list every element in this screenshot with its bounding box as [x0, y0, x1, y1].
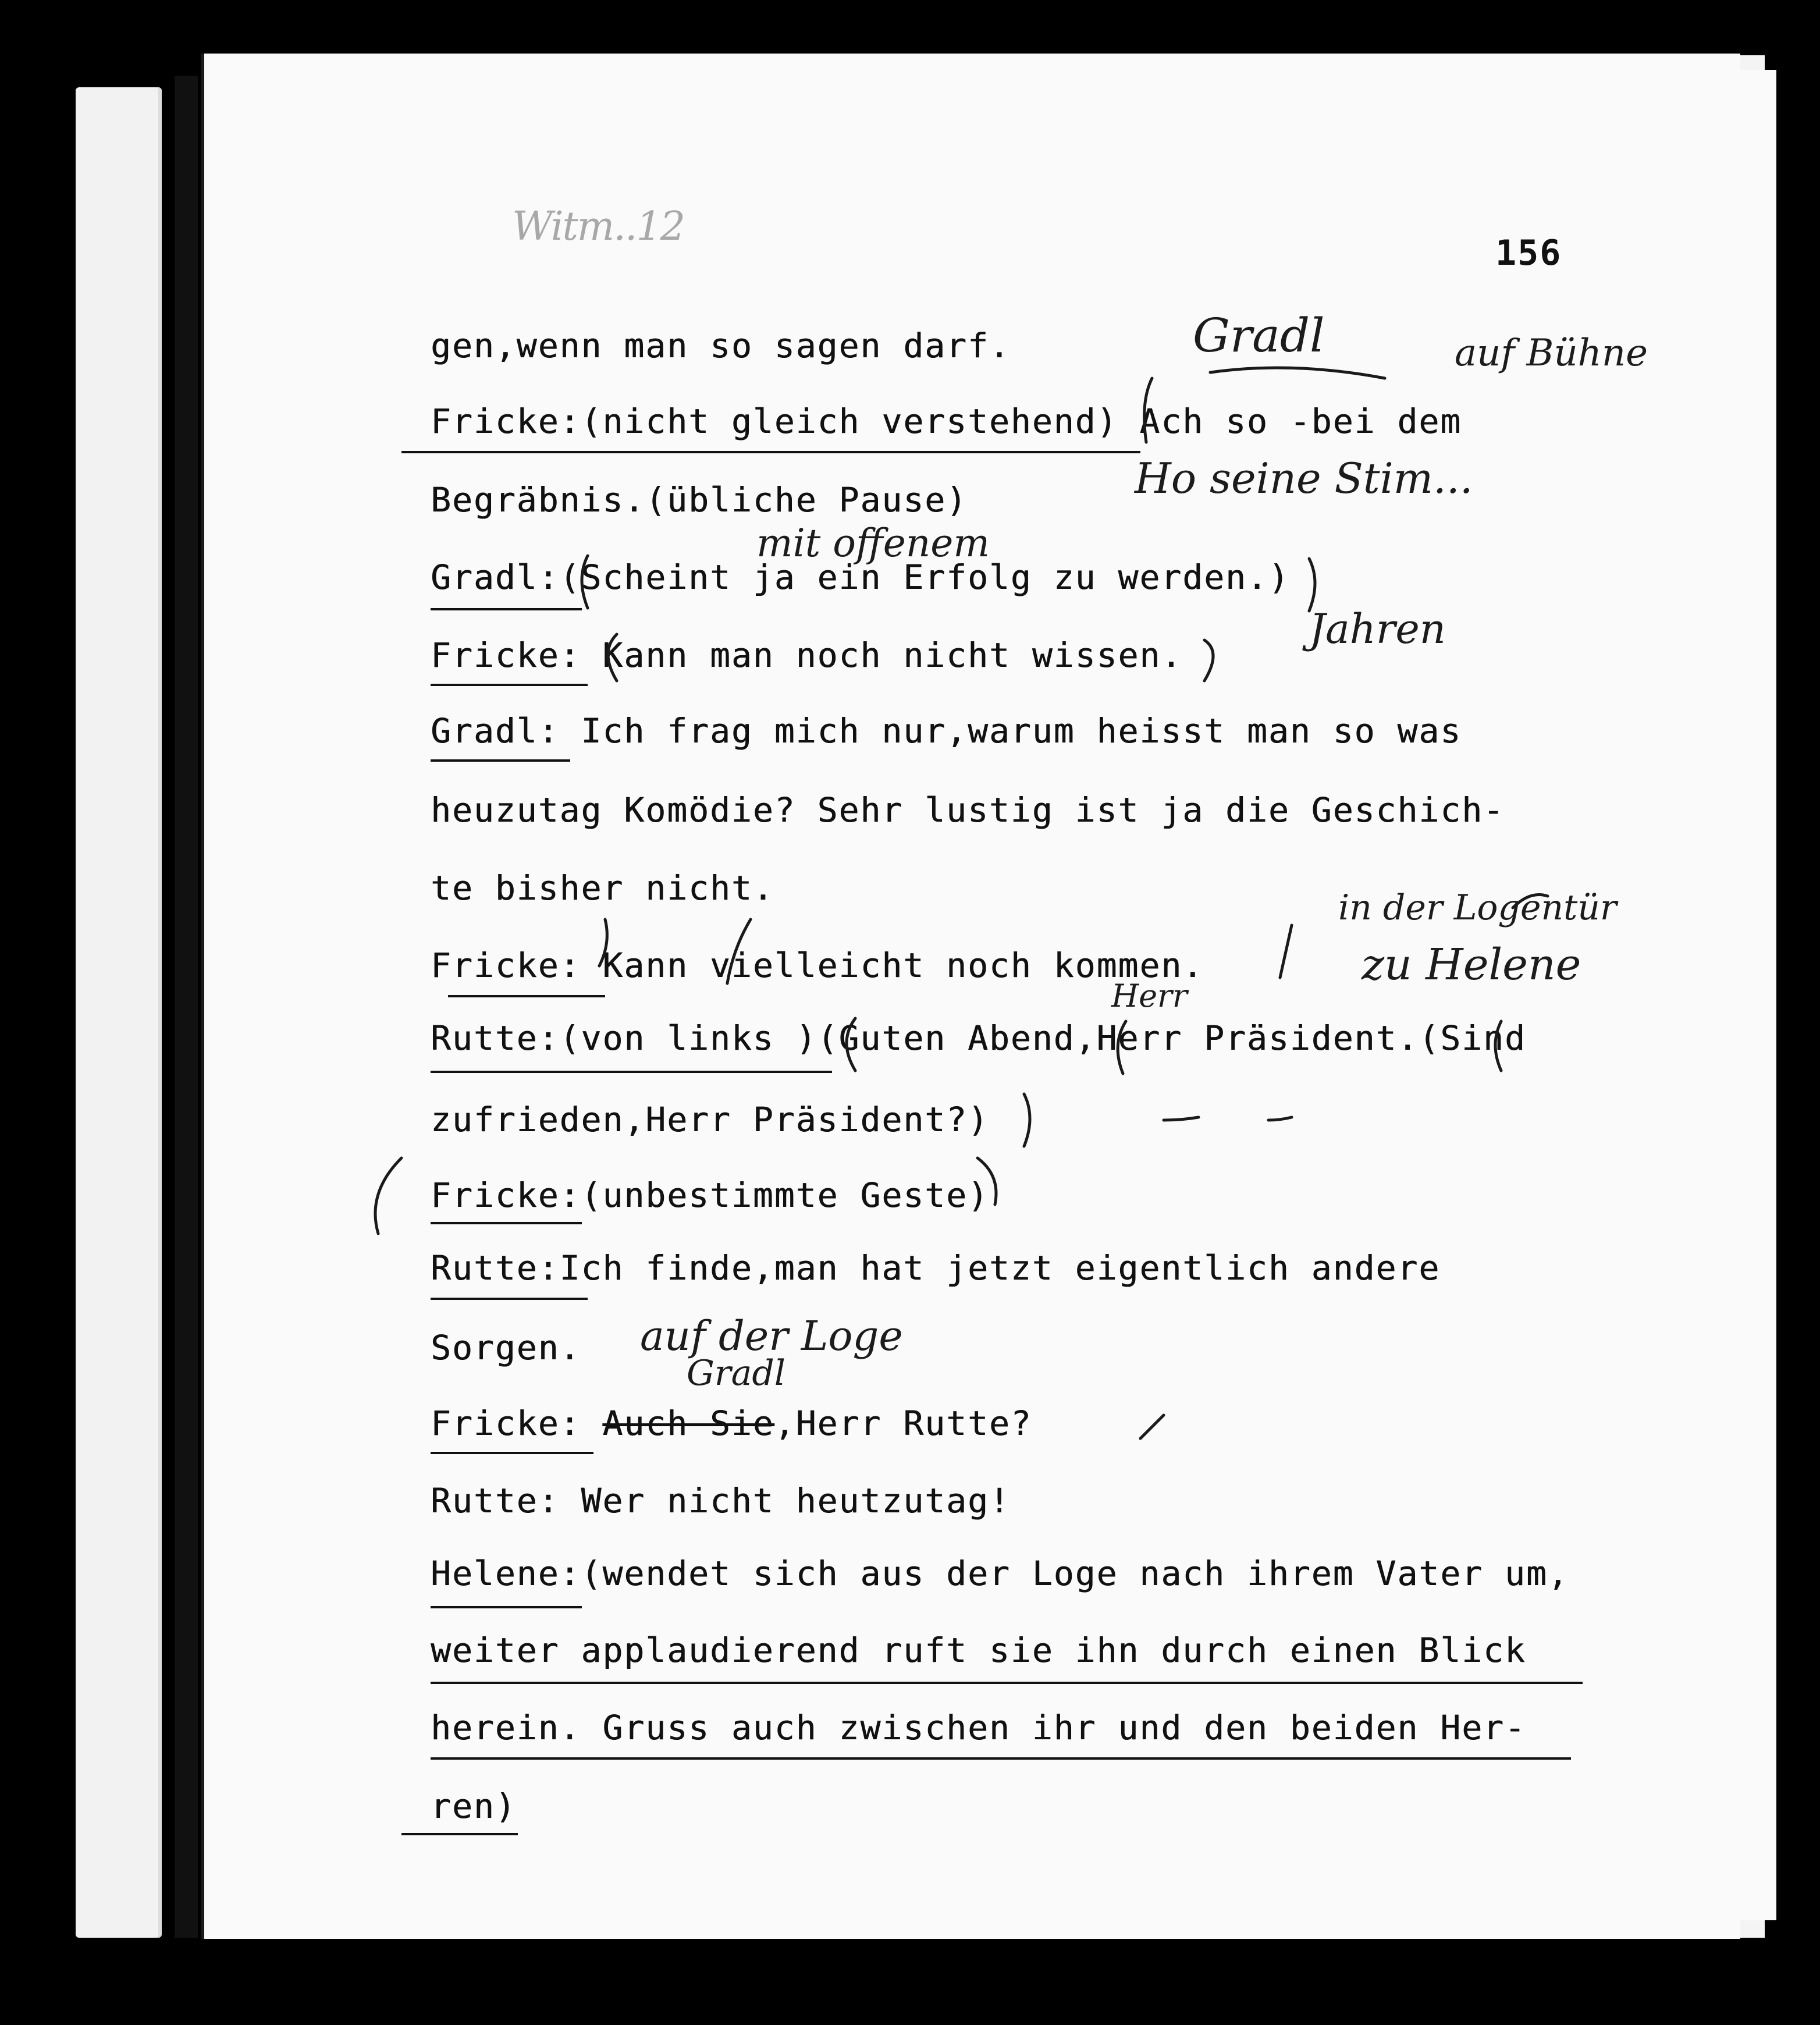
pencil-arc	[1210, 368, 1385, 378]
text-line-8: te bisher nicht.	[431, 868, 774, 908]
pencil-bracket	[1309, 559, 1315, 611]
pencil-bracket	[847, 1018, 855, 1071]
pencil-stroke	[1268, 1117, 1292, 1120]
pencil-bracket	[1118, 1021, 1126, 1074]
pencil-bracket	[1495, 1021, 1501, 1071]
text-line-17: Helene:(wendet sich aus der Loge nach ihrem Vater um,	[431, 1554, 1569, 1593]
handwritten-note: Herr	[1111, 978, 1188, 1014]
text-line-18: weiter applaudierend ruft sie ihn durch einen Blick	[431, 1630, 1526, 1670]
text-line-2: Fricke:(nicht gleich verstehend) Ach so -bei dem	[431, 402, 1462, 441]
text-line-20: ren)	[431, 1786, 517, 1826]
pencil-stroke	[1164, 1117, 1199, 1120]
faded-stamp: Witm..12	[512, 204, 685, 250]
text-line-12: Fricke:(unbestimmte Geste)	[431, 1175, 989, 1215]
handwritten-note: Ho seine Stim...	[1135, 454, 1473, 503]
pencil-stroke	[1140, 1415, 1164, 1438]
text-line-11: zufrieden,Herr Präsident?)	[431, 1100, 989, 1139]
pencil-bracket	[608, 634, 617, 681]
page-number: 156	[1495, 233, 1562, 273]
pencil-bracket	[1144, 378, 1152, 442]
text-line-16: Rutte: Wer nicht heutzutag!	[431, 1481, 1011, 1520]
text-line-4: Gradl:(Scheint ja ein Erfolg zu werden.)	[431, 557, 1290, 597]
text-line-9: Fricke: Kann vielleicht noch kommen.	[431, 946, 1204, 985]
text-line-7: heuzutag Komödie? Sehr lustig ist ja die Geschich-	[431, 790, 1505, 830]
text-line-10: Rutte:(von links )(Guten Abend,Herr Präsident.(Sind	[431, 1018, 1526, 1058]
handwritten-note: Gradl	[1193, 308, 1325, 363]
pencil-stroke	[1513, 895, 1548, 908]
pencil-stroke	[977, 1158, 996, 1205]
handwritten-note: Jahren	[1309, 605, 1446, 653]
handwritten-note: Gradl	[687, 1353, 785, 1394]
text-line-14: Sorgen.	[431, 1328, 581, 1367]
handwritten-note: zu Helene	[1362, 940, 1581, 990]
struck-text: Auch Sie	[602, 1404, 774, 1443]
text-line-19: herein. Gruss auch zwischen ihr und den beiden Her-	[431, 1708, 1526, 1747]
pencil-stroke	[727, 919, 751, 983]
text-line-13: Rutte:Ich finde,man hat jetzt eigentlich andere	[431, 1248, 1441, 1288]
pencil-stroke	[1280, 925, 1292, 978]
handwritten-note: mit offenem	[756, 521, 990, 566]
handwritten-note: in der Logentür	[1338, 887, 1617, 928]
text-line-15: Fricke: Auch Sie,Herr Rutte?	[431, 1404, 1032, 1443]
handwritten-note: auf der Loge	[640, 1312, 903, 1360]
pencil-stroke	[599, 919, 607, 966]
text-line-6: Gradl: Ich frag mich nur,warum heisst man so was	[431, 711, 1462, 751]
handwritten-note: auf Bühne	[1455, 332, 1648, 375]
pencil-bracket	[1204, 640, 1213, 681]
pencil-bracket	[1024, 1094, 1030, 1146]
text-line-1: gen,wenn man so sagen darf.	[431, 326, 1011, 365]
text-line-3: Begräbnis.(übliche Pause)	[431, 480, 968, 520]
text-line-5: Fricke: Kann man noch nicht wissen.	[431, 635, 1183, 675]
pencil-bracket	[375, 1158, 401, 1234]
pencil-bracket	[582, 556, 588, 608]
